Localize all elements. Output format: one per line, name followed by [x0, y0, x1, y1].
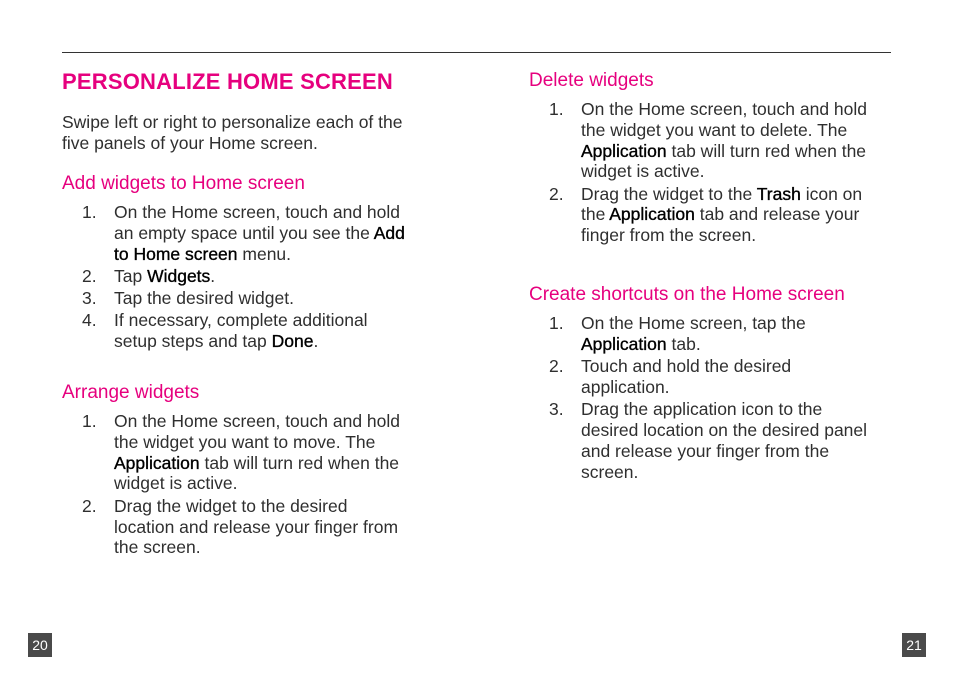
list-item: 2. Tap Widgets. [82, 265, 216, 286]
list-item: 1. On the Home screen, tap the Application tab. [549, 313, 806, 354]
add-widgets-steps [62, 202, 412, 352]
intro-paragraph: Swipe left or right to personalize each of the five panels of your Home screen. [62, 112, 403, 153]
section-heading-arrange-widgets: Arrange widgets [62, 382, 200, 404]
list-item: 3. Drag the application icon to the desired location on the desired panel and release your finger from the screen. [549, 399, 868, 482]
list-item: 4. If necessary, complete additional setup steps and tap Done. [82, 310, 368, 352]
section-heading-add-widgets: Add widgets to Home screen [62, 173, 305, 194]
create-shortcuts-steps [529, 313, 879, 482]
list-item: 3. Tap the desired widget. [82, 288, 294, 309]
section-heading-create-shortcuts: Create shortcuts on the Home screen [529, 284, 845, 306]
left-page [62, 66, 442, 560]
delete-widgets-steps [529, 99, 891, 246]
top-rule [62, 52, 891, 53]
list-item: 2. Touch and hold the desired application. [549, 356, 792, 397]
page-title: PERSONALIZE HOME SCREEN [62, 69, 393, 94]
section-heading-delete-widgets: Delete widgets [529, 70, 654, 91]
page-number-left: 20 [28, 633, 52, 657]
list-item: 2. Drag the widget to the desired location and release your finger from the screen. [82, 495, 399, 558]
list-item: 1. On the Home screen, touch and hold the widget you want to move. The Application tab will turn red when the widget is active. [82, 411, 401, 494]
list-item: 2. Drag the widget to the Trash icon on the Application tab and release your finger from the screen. [549, 183, 863, 246]
list-item: 1. On the Home screen, touch and hold an empty space until you see the Add to Home screen menu. [82, 202, 405, 264]
arrange-widgets-steps [62, 411, 412, 558]
page-number-right: 21 [902, 633, 926, 657]
right-page [529, 66, 899, 484]
list-item: 1. On the Home screen, touch and hold the widget you want to delete. The Application tab will turn red when the widget is active. [549, 99, 868, 182]
